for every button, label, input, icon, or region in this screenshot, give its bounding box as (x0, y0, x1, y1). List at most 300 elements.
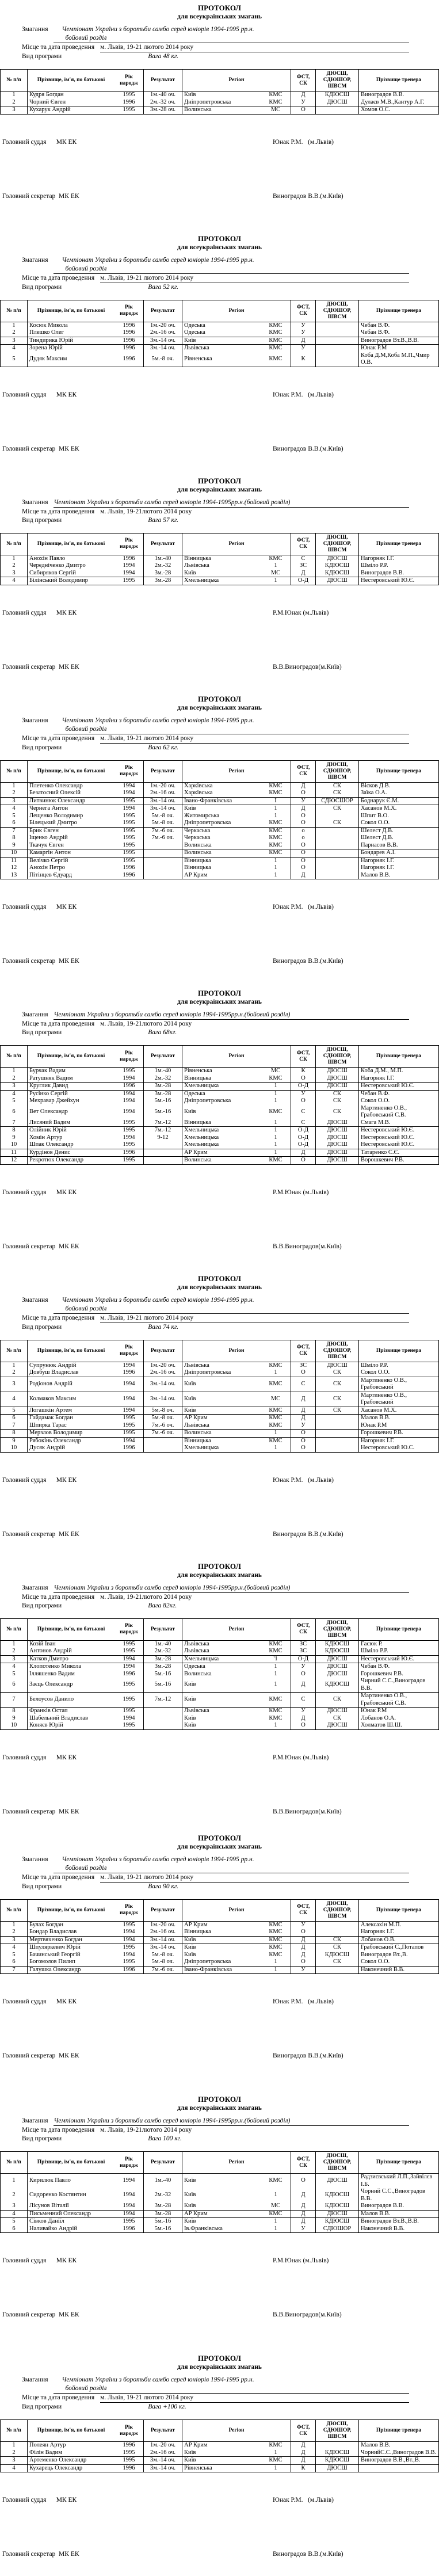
cell-result: 7м.-12 (144, 1127, 182, 1134)
competition-value: Чемпіонат України з боротьби самбо серед юніорів 1994-1995 рр.н. (62, 26, 254, 33)
cell-result: 1м.-40 (144, 2174, 182, 2189)
protocol-meta (0, 1584, 439, 1610)
cell-fst: С (291, 1693, 316, 1708)
cell-rank: 1 (261, 1430, 291, 1438)
cell-result: 3м.-28 оч. (144, 106, 182, 115)
cell-number: 7 (1, 827, 28, 834)
cell-birth-year: 1994 (123, 1134, 135, 1141)
cell-fst: Д (291, 1715, 316, 1723)
cell-fst: О (291, 864, 316, 872)
cell-athlete-name: Кирилюк Павло (28, 2174, 115, 2189)
cell-result: 7м.-12 (144, 1119, 182, 1127)
cell-region: Івано-Франківська (182, 1966, 261, 1974)
cell-number: 3 (1, 1083, 28, 1091)
chief-judge-row (0, 1188, 439, 1197)
cell-region: Львівська (182, 562, 261, 570)
cell-school: ДЮСШ (316, 1068, 359, 1075)
cell-result: 5м.-16 (144, 2218, 182, 2226)
cell-rank: 1 (274, 1681, 277, 1688)
cell-region: Волинська (182, 849, 261, 858)
cell-fst: Д (291, 2457, 316, 2465)
cell-result: 5м.-8 оч. (144, 1407, 182, 1415)
cell-fst: Д (291, 570, 316, 577)
column-header: № п/п (1, 2420, 28, 2442)
cell-number: 1 (1, 782, 28, 790)
table-row (1, 1966, 439, 1974)
column-header: Рік народж (114, 1340, 144, 1362)
cell-birth-year: 1994 (114, 1407, 144, 1415)
cell-school (316, 834, 359, 842)
cell-number: 3 (1, 2457, 28, 2465)
cell-region: Волинська (182, 1157, 261, 1165)
cell-coach: Нестеровський Ю.Є. (359, 1127, 439, 1134)
cell-result: 2м.-16 оч. (144, 2449, 182, 2457)
protocol-title: ПРОТОКОЛ (198, 1833, 241, 1842)
table-row (1, 2226, 439, 2233)
cell-school: ДЮСШ (316, 1083, 359, 1091)
chief-secretary-name: Виноградов В.В.(м.Київ) (273, 958, 343, 965)
competition-section: бойовий розділ (54, 725, 409, 734)
chief-secretary-name: Виноградов В.В.(м.Київ) (273, 1530, 343, 1538)
cell-fst: Д (291, 337, 316, 345)
cell-rank: МС (270, 2202, 281, 2209)
cell-number: 4 (1, 2210, 28, 2218)
results-table (0, 760, 439, 880)
cell-region: Хмельницька (182, 1141, 261, 1149)
cell-result: 3м.-14 оч. (144, 1392, 182, 1407)
competition-value: Чемпіонат України з боротьби самбо серед юніорів 1994-1995рр.н.(бойовий розділ) (54, 1584, 409, 1593)
cell-rank: КМС (269, 322, 283, 329)
place-row (22, 1873, 409, 1883)
chief-secretary-label: Головний секретар МК ЕК (2, 2311, 79, 2318)
cell-region: Київ (182, 1693, 261, 1708)
cell-number: 11 (1, 857, 28, 864)
column-header: ФСТ, СК (291, 2420, 316, 2442)
cell-coach: Малов В.В. (359, 1415, 439, 1422)
cell-fst: У (291, 797, 316, 805)
column-header: № п/п (1, 70, 28, 92)
column-header: ДЮСШ, СДЮШОР, ШВСМ (316, 2152, 359, 2174)
cell-rank: КМС (269, 2442, 283, 2448)
cell-coach: Виноградов В.В.,Вт.,В. (359, 2457, 439, 2465)
cell-number: 7 (1, 1966, 28, 1974)
results-table (0, 1899, 439, 1975)
cell-fst: О (291, 1430, 316, 1438)
cell-coach: Бондарев А.І. (359, 849, 439, 858)
cell-fst: Д (291, 2449, 316, 2457)
program-label: Вид програми (22, 1029, 62, 1036)
column-header: ФСТ, СК (291, 1340, 316, 1362)
protocol-meta (0, 1855, 439, 1891)
table-row (1, 2202, 439, 2210)
cell-fst: О-Д (291, 577, 316, 585)
cell-number: 2 (1, 1075, 28, 1083)
column-header: Результат (144, 1046, 182, 1068)
cell-fst: О-Д (291, 1134, 316, 1142)
place-row (22, 2394, 409, 2403)
program-label: Вид програми (22, 516, 62, 524)
column-header: ФСТ, СК (291, 2152, 316, 2174)
cell-birth-year: 1995 (114, 1708, 144, 1715)
cell-fst: К (291, 1068, 316, 1075)
cell-school: СК (316, 805, 359, 813)
table-row (1, 570, 439, 577)
column-header: Прізвище, ім'я, по батькові (28, 533, 115, 555)
column-header: Прізвище, ім'я, по батькові (28, 1899, 115, 1921)
place-row (22, 2126, 409, 2135)
cell-result: 2м.-32 (144, 562, 182, 570)
cell-result: 1м.-20 оч. (144, 782, 182, 790)
cell-school: ДЮСШ (316, 1149, 359, 1157)
table-row (1, 864, 439, 872)
results-table (0, 533, 439, 585)
protocol-meta (0, 2376, 439, 2411)
cell-athlete-name: Білецький Дмитро (28, 820, 115, 827)
cell-fst: Д (291, 2188, 316, 2202)
cell-region: Київ (182, 2449, 261, 2457)
cell-number: 2 (1, 1369, 28, 1377)
cell-number: 3 (1, 1936, 28, 1944)
cell-birth-year: 1995 (114, 1068, 144, 1075)
cell-coach: Мартиненко О.В., Грабовський (359, 1377, 439, 1392)
cell-school: ДЮСШ (316, 1127, 359, 1134)
cell-fst: ЗС (291, 1640, 316, 1648)
cell-athlete-name: Мерзлов Володимир (28, 1430, 115, 1438)
cell-number: 10 (1, 1141, 28, 1149)
program-value: Вага 90 кг. (148, 1883, 179, 1890)
cell-fst: О (291, 842, 316, 849)
cell-rank: КМС (261, 555, 291, 562)
cell-coach: Нестеровський Ю.Є. (359, 1083, 439, 1091)
cell-fst: Д (291, 805, 316, 813)
place-label: Місце та дата проведення (22, 1873, 95, 1881)
cell-fst: У (291, 99, 316, 106)
column-header: Рік народж (114, 2420, 144, 2442)
table-row (1, 1134, 439, 1142)
cell-coach: Хасанов М.Х. (359, 1407, 439, 1415)
cell-region: Житомирська (182, 813, 261, 820)
cell-birth-year: 1994 (114, 1437, 144, 1445)
chief-secretary-name: В.В.Виноградов(м.Київ) (273, 1243, 342, 1250)
program-row (22, 1323, 409, 1332)
program-row (22, 52, 409, 61)
cell-region: Дніпропетровська (182, 820, 261, 827)
cell-fst: Д (291, 782, 316, 790)
competition-row (22, 498, 409, 508)
signatures (0, 138, 439, 201)
cell-athlete-name: Пітінцев Єдуард (28, 872, 115, 879)
cell-rank: І (261, 797, 291, 805)
cell-coach: Виноградов В.В. (359, 2202, 439, 2210)
table-header-row (1, 2420, 439, 2442)
cell-number: 2 (1, 99, 28, 106)
column-header: Регіон (182, 2420, 291, 2442)
cell-result: 5м.-16 (144, 1105, 182, 1119)
cell-rank: МС (261, 1392, 291, 1407)
chief-secretary-label: Головний секретар МК ЕК (2, 192, 79, 200)
cell-athlete-name: Сидоренко Костянтин (28, 2188, 115, 2202)
cell-birth-year: 1996 (123, 1670, 135, 1677)
cell-number: 6 (1, 2226, 28, 2233)
chief-judge-label: Головний суддя МК ЕК (2, 904, 77, 910)
cell-school (316, 322, 359, 329)
cell-number: 8 (1, 1430, 28, 1438)
protocol-title: ПРОТОКОЛ (198, 989, 241, 997)
cell-region: Волинська (182, 106, 261, 115)
cell-school: СК (316, 1392, 359, 1407)
protocol-meta (0, 498, 439, 525)
cell-birth-year: 1995 (123, 841, 135, 848)
cell-athlete-name: Булах Богдан (28, 1921, 115, 1929)
cell-region: Київ (182, 2188, 261, 2202)
competition-label: Змагання (22, 2117, 48, 2124)
table-row (1, 1715, 439, 1723)
cell-birth-year: 1995 (114, 106, 144, 115)
cell-number: 2 (1, 790, 28, 797)
cell-coach: Горошкевич Р.В. (359, 1671, 439, 1678)
cell-birth-year: 1995 (114, 2457, 144, 2465)
cell-birth-year: 1994 (123, 1951, 135, 1958)
protocol-section (0, 234, 439, 454)
table-row (1, 322, 439, 329)
cell-coach: Виноградов Вт.В.,В.В. (359, 337, 439, 345)
cell-birth-year: 1994 (114, 805, 144, 813)
cell-school (316, 849, 359, 858)
cell-region: Волинська (182, 1430, 261, 1438)
cell-rank: 1 (274, 2449, 277, 2456)
program-label: Вид програми (22, 53, 62, 60)
cell-athlete-name: Курдінов Денис (28, 1149, 115, 1157)
cell-coach: Шелест Д.В. (359, 827, 439, 834)
cell-coach: Лобанов О.А. (359, 1715, 439, 1723)
table-row (1, 827, 439, 834)
cell-school: КДЮСШ (316, 570, 359, 577)
cell-school: КДЮСШ (316, 562, 359, 570)
cell-fst: О-Д (291, 1127, 316, 1134)
cell-region: Київ (182, 92, 261, 99)
cell-fst: Д (291, 2218, 316, 2226)
cell-school (316, 352, 359, 367)
cell-athlete-name: Велічко Сергій (28, 857, 115, 864)
cell-fst: У (291, 322, 316, 329)
column-header: Рік народж (114, 533, 144, 555)
cell-coach: Вісков Д.В. (359, 782, 439, 790)
cell-result: 2м.-16 оч. (144, 329, 182, 337)
column-header: Прізвище, ім'я, по батькові (28, 2420, 115, 2442)
cell-number: 8 (1, 834, 28, 842)
place-label: Місце та дата проведення (22, 1314, 95, 1321)
cell-coach: Татаренко С.Є. (359, 1149, 439, 1157)
cell-school (316, 345, 359, 352)
cell-region: Рівненська (182, 1068, 261, 1075)
protocol-section (0, 477, 439, 672)
table-row (1, 1105, 439, 1119)
cell-athlete-name: Богомолов Пилип (28, 1958, 115, 1966)
cell-rank: 1 (274, 1670, 277, 1677)
cell-result (144, 1708, 182, 1715)
cell-birth-year: 1994 (123, 1929, 135, 1935)
chief-secretary-row (0, 1807, 439, 1816)
chief-judge-name: Юнак Р.М. (м.Львів) (273, 1476, 334, 1484)
cell-fst: О (291, 1369, 316, 1377)
protocol-subtitle: для всеукраїнських змагань (177, 1843, 262, 1850)
cell-coach: Нестеровський Ю.Є. (359, 1134, 439, 1142)
cell-athlete-name: Чередніченко Дмитро (28, 562, 115, 570)
cell-coach: Виноградов Вт.,В. (359, 1952, 439, 1959)
cell-region: Ів.Франківська (182, 2226, 261, 2233)
column-header: Результат (144, 1618, 182, 1640)
table-row (1, 1075, 439, 1083)
cell-number: 4 (1, 1663, 28, 1671)
cell-coach: Коба Д.М,Коба М.П.,Чмир О.В. (359, 352, 439, 367)
protocol-section (0, 695, 439, 966)
cell-fst: о (291, 834, 316, 842)
cell-result (144, 1437, 182, 1445)
cell-coach: Шміло Р.Р. (359, 1648, 439, 1655)
competition-row (22, 25, 409, 43)
cell-school: ДЮСШ (316, 1708, 359, 1715)
cell-birth-year: 1994 (123, 2192, 135, 2198)
cell-region: Черкаська (182, 834, 261, 842)
cell-fst: Д (291, 1407, 316, 1415)
cell-number: 5 (1, 1407, 28, 1415)
place-label: Місце та дата проведення (22, 44, 95, 51)
chief-judge-row (0, 138, 439, 147)
column-header: Результат (144, 2420, 182, 2442)
cell-athlete-name: Хомін Артур (28, 1134, 115, 1142)
results-table (0, 2151, 439, 2233)
cell-athlete-name: Бачинський Георгій (28, 1952, 115, 1959)
protocol-meta (0, 25, 439, 61)
cell-region: Хмельницька (182, 1083, 261, 1091)
column-header: Регіон (182, 1899, 291, 1921)
cell-region: Київ (182, 570, 261, 577)
table-row (1, 1068, 439, 1075)
cell-number: 1 (1, 1068, 28, 1075)
cell-coach: Сокол О.О. (359, 1098, 439, 1105)
cell-athlete-name: Русінко Сергій (28, 1090, 115, 1098)
protocol-meta (0, 1296, 439, 1332)
table-row (1, 857, 439, 864)
cell-coach: Чебан В.Ф. (359, 322, 439, 329)
cell-region: Івано-Франківська (182, 797, 261, 805)
table-row (1, 1422, 439, 1430)
place-row (22, 734, 409, 744)
column-header: Прізвище тренера (359, 2420, 439, 2442)
cell-number: 9 (1, 842, 28, 849)
table-row (1, 1929, 439, 1936)
protocol-meta (0, 1011, 439, 1037)
cell-birth-year: 1994 (123, 562, 135, 569)
competition-label: Змагання (22, 1011, 48, 1018)
column-header: ДЮСШ, СДЮШОР, ШВСМ (316, 533, 359, 555)
results-table (0, 300, 439, 367)
cell-fst: ЗС (291, 1362, 316, 1369)
cell-athlete-name: Ілляшенко Вадим (28, 1671, 115, 1678)
cell-fst: О-Д (291, 1141, 316, 1149)
cell-result: 7м.-6 оч. (144, 1422, 182, 1430)
cell-number: 4 (1, 805, 28, 813)
cell-result (144, 842, 182, 849)
table-row (1, 790, 439, 797)
program-value: Вага 82кг. (148, 1602, 177, 1609)
table-header-row (1, 760, 439, 782)
cell-athlete-name: Лисяний Вадим (28, 1119, 115, 1127)
cell-birth-year: 1995 (123, 812, 135, 819)
competition-section: бойовий розділ (54, 265, 409, 274)
cell-birth-year: 1995 (123, 1141, 135, 1148)
protocol-title: ПРОТОКОЛ (198, 1561, 241, 1571)
cell-athlete-name: Мертвяченко Богдан (28, 1936, 115, 1944)
competition-section: бойовий розділ (54, 1864, 409, 1873)
competition-label: Змагання (22, 1584, 48, 1591)
cell-region: Вінницька (182, 555, 261, 562)
cell-number: 9 (1, 1134, 28, 1142)
competition-value: Чемпіонат України з боротьби самбо серед юніорів 1994-1995 рр.н. (62, 1855, 254, 1863)
chief-judge-label: Головний суддя МК ЕК (2, 1998, 77, 2005)
cell-coach: Наконечний В.В. (359, 2226, 439, 2233)
cell-fst: Д (291, 1944, 316, 1952)
cell-region: Дніпропетровська (182, 99, 261, 106)
cell-athlete-name: Ратушняк Вадим (28, 1075, 115, 1083)
cell-coach: Чебан В.Ф. (359, 1090, 439, 1098)
cell-birth-year: 1995 (114, 797, 144, 805)
cell-number: 10 (1, 849, 28, 858)
cell-athlete-name: Сибиряков Сергій (28, 570, 115, 577)
cell-fst: О (291, 857, 316, 864)
cell-coach: Радзиєвський Л.П.,Зайвілєв І.Б. (359, 2174, 439, 2189)
cell-rank: КМС (269, 92, 283, 98)
table-row (1, 1157, 439, 1165)
cell-rank: КМС (261, 1936, 291, 1944)
protocol-subtitle: для всеукраїнських змагань (177, 13, 262, 20)
column-header: № п/п (1, 300, 28, 322)
cell-birth-year: 1996 (123, 98, 135, 105)
cell-school: СК (316, 782, 359, 790)
column-header: Прізвище, ім'я, по батькові (28, 1618, 115, 1640)
protocol-subtitle: для всеукраїнських змагань (177, 999, 262, 1005)
cell-coach: Мартиненко О.В., Грабовський С.В. (359, 1693, 439, 1708)
cell-region: Київ (182, 2174, 261, 2189)
cell-rank: 1 (261, 1966, 291, 1974)
cell-number: 3 (1, 570, 28, 577)
cell-region: Волинська (182, 842, 261, 849)
cell-number: 3 (1, 1377, 28, 1392)
column-header: Регіон (182, 1618, 291, 1640)
program-label: Вид програми (22, 2403, 62, 2410)
cell-athlete-name: Литвинюк Олександр (28, 797, 115, 805)
cell-coach: Нестеровський Ю.Є. (359, 577, 439, 585)
cell-number: 1 (1, 1640, 28, 1648)
cell-result: 7м.-6 оч. (144, 834, 182, 842)
column-header: № п/п (1, 2152, 28, 2174)
cell-athlete-name: Мехравар Джейхун (28, 1098, 115, 1105)
results-table (0, 69, 439, 115)
cell-region: Київ (182, 2457, 261, 2465)
cell-region: Волинська (182, 1671, 261, 1678)
cell-athlete-name: Кухарук Андрій (28, 106, 115, 115)
table-row (1, 1362, 439, 1369)
cell-birth-year: 1996 (114, 337, 144, 345)
cell-rank: КМС (269, 782, 283, 789)
cell-fst: К (291, 352, 316, 367)
cell-school: ДЮСШ (316, 1157, 359, 1165)
cell-region: Харківська (182, 782, 261, 790)
cell-coach: Алексахін М.П. (359, 1921, 439, 1929)
cell-rank: 1 (274, 1134, 277, 1141)
place-value: м. Львів, 19-21лютого 2014 року (100, 508, 192, 515)
cell-number: 1 (1, 1921, 28, 1929)
